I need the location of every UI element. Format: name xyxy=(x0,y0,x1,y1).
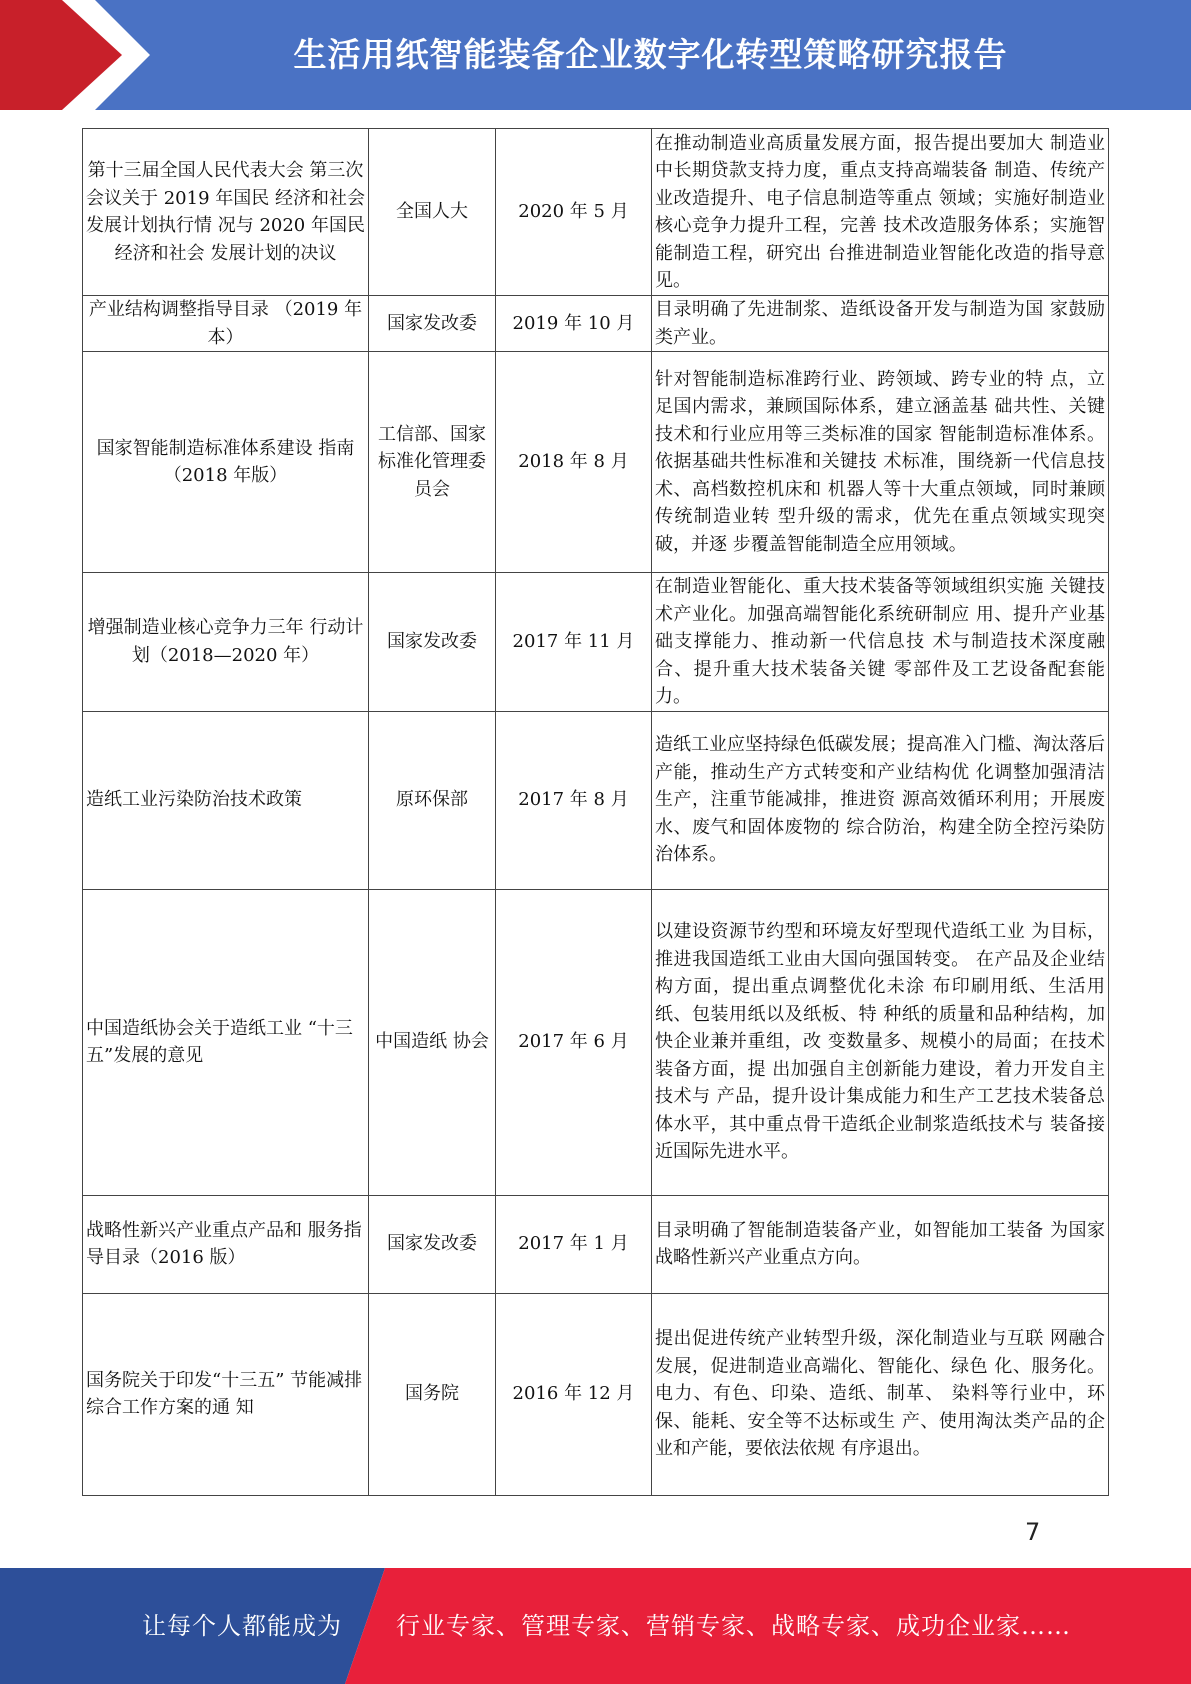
policy-table xyxy=(82,128,1109,1496)
policy-name: 国务院关于印发“十三五” 节能减排综合工作方案的通 知 xyxy=(83,1293,369,1495)
table-row xyxy=(83,129,1109,296)
table-row xyxy=(83,711,1109,889)
policy-content: 目录明确了智能制造装备产业，如智能加工装备 为国家战略性新兴产业重点方向。 xyxy=(652,1195,1109,1293)
policy-name: 国家智能制造标准体系建设 指南（2018 年版） xyxy=(83,352,369,573)
report-title: 生活用纸智能装备企业数字化转型策略研究报告 xyxy=(293,35,1008,74)
issuing-authority: 中国造纸 协会 xyxy=(369,889,496,1195)
page-header xyxy=(0,0,1191,110)
policy-content: 目录明确了先进制浆、造纸设备开发与制造为国 家鼓励类产业。 xyxy=(652,296,1109,352)
policy-content: 提出促进传统产业转型升级，深化制造业与互联 网融合发展，促进制造业高端化、智能化、绿色 化、服务化。电力、有色、印染、造纸、制革、 染料等行业中，环保、能耗、安全等不达标或生 产、使用淘汰类产品的企业和产能，要依法依规 有序退出。 xyxy=(652,1293,1109,1495)
issue-date: 2017 年 1 月 xyxy=(496,1195,652,1293)
issuing-authority: 国务院 xyxy=(369,1293,496,1495)
issuing-authority: 国家发改委 xyxy=(369,573,496,712)
issuing-authority: 原环保部 xyxy=(369,711,496,889)
policy-content: 针对智能制造标准跨行业、跨领域、跨专业的特 点，立足国内需求，兼顾国际体系，建立涵盖基 础共性、关键技术和行业应用等三类标准的国家 智能制造标准体系。依据基础共性标准和关键技 术标准，围绕新一代信息技术、高档数控机床和 机器人等十大重点领域，同时兼顾传统制造业转 型升级的需求，优先在重点领域实现突破，并逐 步覆盖智能制造全应用领域。 xyxy=(652,352,1109,573)
issue-date: 2016 年 12 月 xyxy=(496,1293,652,1495)
issue-date: 2017 年 6 月 xyxy=(496,889,652,1195)
page-footer xyxy=(0,1568,1191,1684)
issuing-authority: 国家发改委 xyxy=(369,296,496,352)
footer-slogan-left: 让每个人都能成为 xyxy=(142,1612,342,1640)
table-row xyxy=(83,1293,1109,1495)
issue-date: 2017 年 8 月 xyxy=(496,711,652,889)
policy-content: 在制造业智能化、重大技术装备等领域组织实施 关键技术产业化。加强高端智能化系统研制应 用、提升产业基础支撑能力、推动新一代信息技 术与制造技术深度融合、提升重大技术装备关键 零部件及工艺设备配套能力。 xyxy=(652,573,1109,712)
policy-name: 战略性新兴产业重点产品和 服务指导目录（2016 版） xyxy=(83,1195,369,1293)
policy-content: 造纸工业应坚持绿色低碳发展；提高准入门槛、淘汰落后产能，推动生产方式转变和产业结构优 化调整加强清洁生产，注重节能减排，推进资 源高效循环利用；开展废水、废气和固体废物的 综合防治，构建全防全控污染防治体系。 xyxy=(652,711,1109,889)
table-row xyxy=(83,352,1109,573)
issuing-authority: 工信部、国家标准化管理委员会 xyxy=(369,352,496,573)
policy-name: 中国造纸协会关于造纸工业 “十三五”发展的意见 xyxy=(83,889,369,1195)
policy-name: 增强制造业核心竞争力三年 行动计划（2018—2020 年） xyxy=(83,573,369,712)
table-row xyxy=(83,296,1109,352)
policy-name: 产业结构调整指导目录 （2019 年本） xyxy=(83,296,369,352)
table-row xyxy=(83,889,1109,1195)
page-number: 7 xyxy=(1025,1518,1041,1546)
footer-slogan-right: 行业专家、管理专家、营销专家、战略专家、成功企业家…… xyxy=(396,1612,1071,1640)
issue-date: 2017 年 11 月 xyxy=(496,573,652,712)
policy-name: 第十三届全国人民代表大会 第三次会议关于 2019 年国民 经济和社会发展计划执行情 况与 2020 年国民经济和社会 发展计划的决议 xyxy=(83,129,369,296)
issue-date: 2019 年 10 月 xyxy=(496,296,652,352)
issuing-authority: 全国人大 xyxy=(369,129,496,296)
policy-name: 造纸工业污染防治技术政策 xyxy=(83,711,369,889)
table-row xyxy=(83,573,1109,712)
issuing-authority: 国家发改委 xyxy=(369,1195,496,1293)
policy-content: 以建设资源节约型和环境友好型现代造纸工业 为目标，推进我国造纸工业由大国向强国转变。 在产品及企业结构方面，提出重点调整优化未涂 布印刷用纸、生活用纸、包装用纸以及纸板、特 种纸的质量和品种结构，加快企业兼并重组，改 变数量多、规模小的局面；在技术装备方面，提 出加强自主创新能力建设，着力开发自主技术与 产品，提升设计集成能力和生产工艺技术装备总 体水平，其中重点骨干造纸企业制浆造纸技术与 装备接近国际先进水平。 xyxy=(652,889,1109,1195)
issue-date: 2020 年 5 月 xyxy=(496,129,652,296)
issue-date: 2018 年 8 月 xyxy=(496,352,652,573)
table-row xyxy=(83,1195,1109,1293)
header-arrow-decoration xyxy=(0,0,200,110)
policy-content: 在推动制造业高质量发展方面，报告提出要加大 制造业中长期贷款支持力度，重点支持高端装备 制造、传统产业改造提升、电子信息制造等重点 领域；实施好制造业核心竞争力提升工程，完善 技术改造服务体系；实施智能制造工程，研究出 台推进制造业智能化改造的指导意见。 xyxy=(652,129,1109,296)
